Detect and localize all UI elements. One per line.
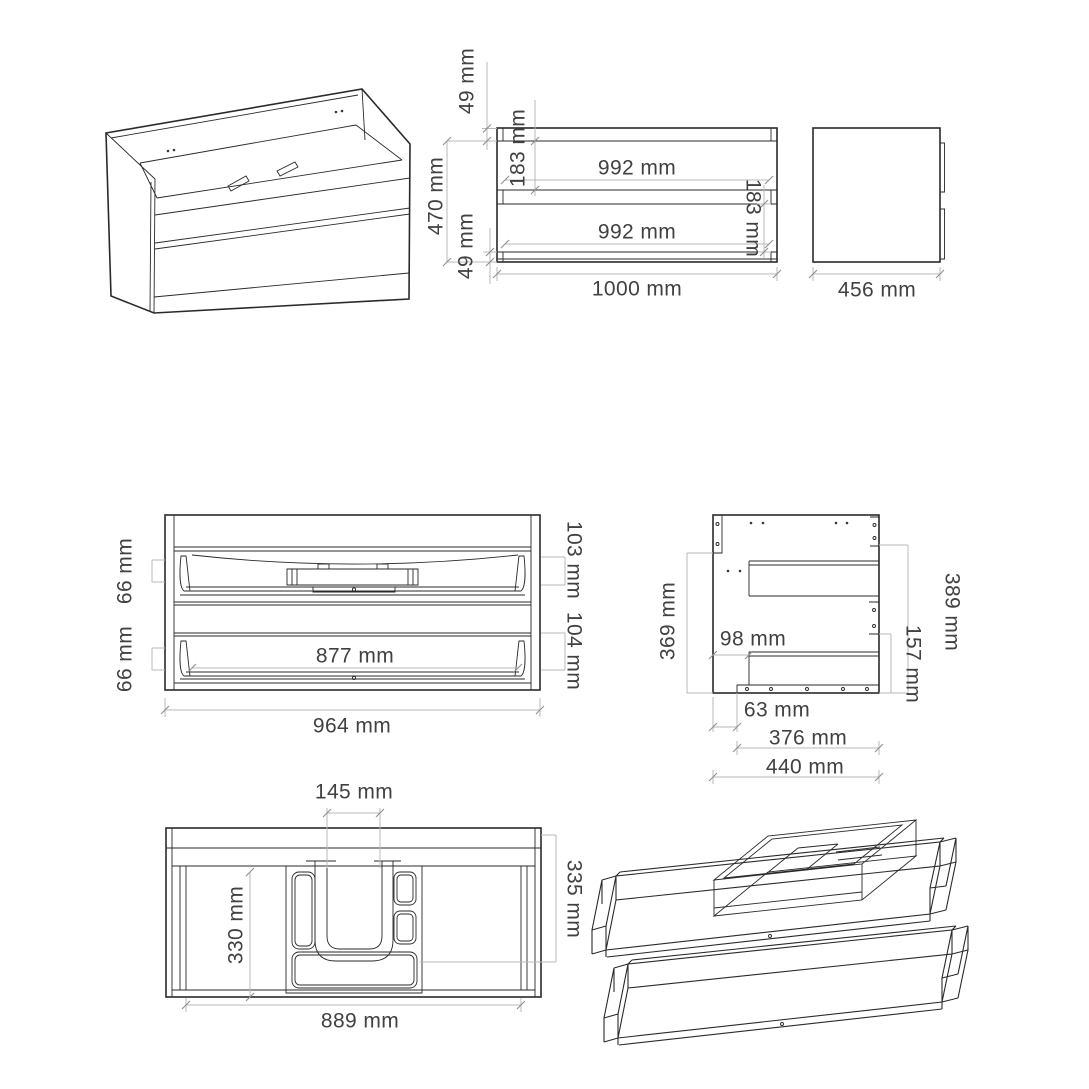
iso-cabinet-back-holes bbox=[167, 110, 344, 153]
iso-drawers-organizer bbox=[714, 820, 916, 916]
dim-sideint-right-height: 389 mm bbox=[940, 572, 964, 652]
iso-cabinet-edges bbox=[106, 89, 410, 313]
dim-sideint-slide-setback: 98 mm bbox=[719, 627, 787, 651]
dim-front-top-offset: 49 mm bbox=[455, 47, 479, 115]
front-dim-ticks bbox=[443, 125, 781, 279]
side-interior-screw-holes bbox=[716, 523, 876, 628]
iso-drawers-top-tray bbox=[592, 838, 956, 957]
dim-side-depth: 456 mm bbox=[837, 278, 917, 302]
dim-interior-opening-width: 964 mm bbox=[312, 714, 392, 738]
side-interior-outline bbox=[713, 515, 879, 693]
dim-sideint-inner-depth: 440 mm bbox=[765, 755, 845, 779]
view-front-interior bbox=[114, 515, 586, 738]
dim-interior-drawer-width: 877 mm bbox=[315, 644, 395, 668]
dim-front-bottom-offset: 49 mm bbox=[454, 212, 478, 280]
side-interior-slides bbox=[749, 561, 879, 685]
dim-front-drawer2-width: 992 mm bbox=[597, 220, 677, 244]
dim-front-total-height: 470 mm bbox=[424, 156, 448, 236]
dim-sideint-rail-setback: 63 mm bbox=[743, 698, 811, 722]
dim-interior-clearance-bottom: 104 mm bbox=[562, 611, 586, 691]
front-interior-dim-ticks bbox=[161, 664, 544, 714]
drawer-top-organizer-bins bbox=[292, 872, 417, 988]
front-interior-sink-bracket bbox=[287, 564, 418, 592]
drawer-top-organizer bbox=[286, 861, 422, 993]
view-iso-drawers bbox=[592, 820, 968, 1045]
view-side-interior bbox=[657, 515, 964, 784]
dim-drawtop-inner-width: 889 mm bbox=[320, 1009, 400, 1033]
dim-drawtop-back-depth: 335 mm bbox=[562, 859, 586, 939]
side-outline bbox=[813, 128, 940, 262]
iso-drawers-top-hole bbox=[769, 935, 772, 938]
dim-drawtop-cutout-width: 145 mm bbox=[314, 780, 394, 804]
drawer-top-outline bbox=[166, 828, 541, 997]
view-drawer-top bbox=[166, 781, 585, 1033]
front-interior-dim-lines bbox=[152, 557, 565, 717]
view-side bbox=[809, 128, 945, 302]
drawer-top-structure bbox=[166, 828, 541, 997]
dim-front-total-width: 1000 mm bbox=[591, 277, 683, 301]
dim-sideint-slide-length: 376 mm bbox=[768, 726, 848, 750]
dim-sideint-inner-height: 369 mm bbox=[656, 581, 680, 661]
dim-interior-rail-top: 66 mm bbox=[113, 537, 137, 605]
dim-sideint-lower-height: 157 mm bbox=[901, 624, 925, 704]
dim-interior-rail-bottom: 66 mm bbox=[113, 625, 137, 693]
view-front bbox=[425, 48, 781, 301]
dim-front-drawer1-height: 183 mm bbox=[506, 108, 530, 188]
view-iso-cabinet bbox=[106, 89, 410, 313]
side-interior-plates bbox=[713, 515, 879, 634]
dim-front-drawer1-width: 992 mm bbox=[597, 156, 677, 180]
side-interior-rail-holes bbox=[746, 688, 869, 691]
dim-interior-clearance-top: 103 mm bbox=[562, 520, 586, 600]
dim-drawtop-inner-depth: 330 mm bbox=[224, 885, 248, 965]
side-interior-bottom-rail bbox=[737, 685, 879, 693]
iso-cabinet-sink-clips bbox=[228, 162, 298, 191]
iso-drawers-bottom-hole bbox=[781, 1023, 784, 1026]
dim-front-drawer2-height: 183 mm bbox=[741, 178, 765, 258]
